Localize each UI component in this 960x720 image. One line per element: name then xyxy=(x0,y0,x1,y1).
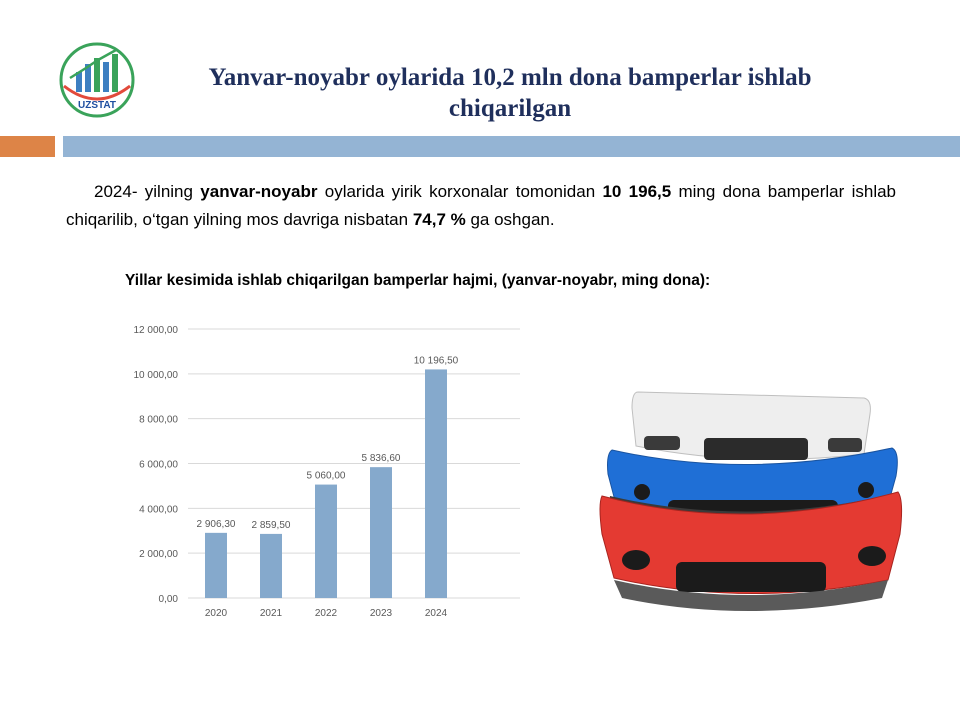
para-bold-period: yanvar-noyabr xyxy=(200,182,318,201)
y-tick-label: 2 000,00 xyxy=(139,549,178,561)
bar xyxy=(205,533,227,598)
car-bumpers-photo xyxy=(596,384,904,624)
y-tick-label: 10 000,00 xyxy=(133,369,178,381)
para-text-1: 2024- yilning xyxy=(94,182,201,201)
bar xyxy=(370,467,392,598)
bar xyxy=(260,534,282,598)
x-tick-label: 2020 xyxy=(204,608,228,619)
para-text-4: ga oshgan. xyxy=(465,210,555,229)
accent-bar-orange xyxy=(0,136,55,157)
data-label: 2 859,50 xyxy=(251,519,291,531)
y-tick-label: 6 000,00 xyxy=(139,459,178,471)
uzstat-logo xyxy=(56,42,138,120)
y-tick-label: 4 000,00 xyxy=(139,504,178,516)
summary-paragraph xyxy=(66,178,896,234)
y-tick-label: 8 000,00 xyxy=(139,414,178,426)
para-text-2: oylarida yirik korxonalar tomonidan xyxy=(317,182,603,201)
para-bold-growth: 74,7 % xyxy=(412,210,466,229)
data-label: 5 836,60 xyxy=(361,453,401,465)
x-tick-label: 2023 xyxy=(369,608,393,619)
bar-chart xyxy=(110,312,530,630)
data-label: 2 906,30 xyxy=(196,518,236,530)
x-tick-label: 2024 xyxy=(424,608,448,619)
data-label: 5 060,00 xyxy=(306,470,346,482)
y-tick-label: 0,00 xyxy=(158,594,178,605)
logo-text: UZSTAT xyxy=(78,100,116,111)
accent-bar-blue xyxy=(63,136,960,157)
y-tick-label: 12 000,00 xyxy=(133,325,178,336)
bar xyxy=(315,485,337,598)
page-title: Yanvar-noyabr oylarida 10,2 mln dona bamperlar ishlab chiqarilgan xyxy=(208,64,812,122)
x-tick-label: 2021 xyxy=(259,608,283,619)
para-bold-volume: 10 196,5 xyxy=(602,182,672,201)
x-tick-label: 2022 xyxy=(314,608,338,619)
para-text-3: ming dona bamperlar ishlab chiqarilib, o‘tgan yilning mos davriga nisbatan xyxy=(66,182,897,229)
chart-heading: Yillar kesimida ishlab chiqarilgan bamperlar hajmi, (yanvar-noyabr, ming dona): xyxy=(125,272,711,289)
data-label: 10 196,50 xyxy=(413,355,459,367)
bar xyxy=(425,369,447,598)
